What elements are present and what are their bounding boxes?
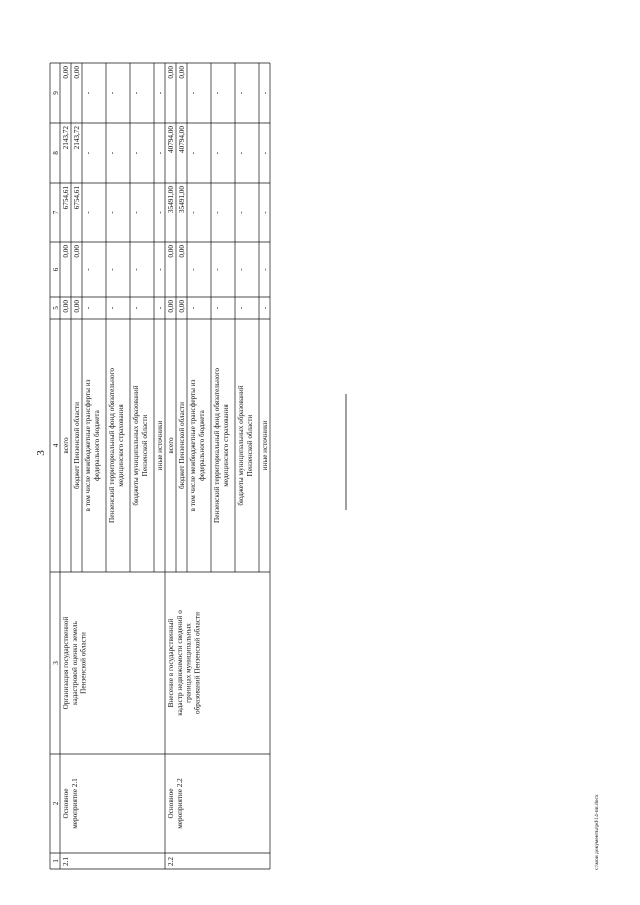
- value-cell: -: [213, 151, 221, 155]
- value-cell: -: [84, 306, 92, 310]
- measure-type: мероприятие 2.1: [70, 778, 79, 829]
- measure-type: Основное: [167, 788, 175, 819]
- value-cell: 0,00: [167, 66, 175, 79]
- funding-source: медицинского страхования: [116, 404, 125, 487]
- column-header-6: 6: [52, 267, 60, 272]
- value-cell: -: [237, 268, 245, 271]
- value-cell: -: [84, 91, 92, 95]
- value-cell: 6754,61: [73, 186, 81, 210]
- value-cell: -: [156, 306, 164, 310]
- funding-source: Пензенский территориальный фонд обязательного: [213, 368, 221, 523]
- measure-name: кадастровой оценки земель: [70, 621, 79, 705]
- measure-number: 2.2: [167, 857, 175, 866]
- funding-source: иные источники: [156, 420, 164, 471]
- measure-name: образований Пензенской области: [193, 612, 202, 714]
- value-cell: 0,00: [73, 245, 81, 258]
- value-cell: 0,00: [167, 245, 175, 258]
- value-cell: 0,00: [178, 66, 186, 79]
- measure-type: мероприятие 2.2: [175, 778, 184, 829]
- measure-name: кадастр недвижимости сведений о: [175, 610, 184, 716]
- footer-file-path: c:\мои документы\pd\14-пп.docx: [594, 794, 600, 870]
- value-cell: -: [132, 211, 140, 214]
- value-cell: -: [189, 306, 197, 310]
- funding-source: Пензенской области: [245, 414, 254, 477]
- value-cell: 35491,00: [178, 186, 186, 213]
- measure-name: Внесение в государственный: [167, 618, 175, 708]
- value-cell: 2143,72: [62, 126, 70, 150]
- column-header-7: 7: [52, 210, 60, 215]
- value-cell: -: [132, 151, 140, 155]
- value-cell: 6754,61: [62, 186, 70, 210]
- value-cell: -: [261, 151, 269, 155]
- measure-name: Организация государственной: [62, 616, 70, 710]
- value-cell: -: [213, 91, 221, 95]
- column-header-4: 4: [52, 443, 60, 448]
- funding-source: медицинского страхования: [221, 404, 230, 487]
- column-header-9: 9: [52, 91, 60, 95]
- value-cell: 0,00: [62, 66, 70, 79]
- value-cell: 0,00: [178, 245, 186, 258]
- value-cell: -: [213, 306, 221, 310]
- value-cell: 40794,00: [178, 126, 186, 153]
- value-cell: 0,00: [73, 66, 81, 79]
- value-cell: -: [213, 211, 221, 214]
- value-cell: 0,00: [62, 300, 70, 313]
- value-cell: -: [156, 268, 164, 271]
- funding-source: бюджет Пензенской области: [178, 402, 186, 489]
- value-cell: 35491,00: [167, 186, 175, 213]
- value-cell: -: [84, 151, 92, 155]
- value-cell: -: [108, 151, 116, 155]
- value-cell: -: [84, 268, 92, 271]
- value-cell: 0,00: [178, 300, 186, 313]
- value-cell: -: [132, 91, 140, 95]
- value-cell: -: [84, 211, 92, 214]
- value-cell: 0,00: [73, 300, 81, 313]
- measure-type: Основное: [62, 788, 70, 819]
- funding-source: бюджет Пензенской области: [73, 402, 81, 489]
- funding-source: федерального бюджета: [92, 410, 101, 481]
- value-cell: -: [189, 91, 197, 95]
- column-header-8: 8: [52, 151, 60, 155]
- funding-source: всего: [62, 437, 70, 454]
- value-cell: -: [213, 268, 221, 271]
- funding-source: федерального бюджета: [197, 410, 206, 481]
- value-cell: -: [261, 91, 269, 95]
- value-cell: 0,00: [167, 300, 175, 313]
- value-cell: 40794,00: [167, 126, 175, 153]
- column-header-1: 1: [52, 859, 60, 863]
- funding-source: Пензенской области: [140, 414, 149, 477]
- value-cell: 2143,72: [73, 126, 81, 150]
- value-cell: -: [189, 268, 197, 271]
- column-header-2: 2: [52, 801, 60, 806]
- column-header-5: 5: [52, 306, 60, 310]
- value-cell: -: [108, 306, 116, 310]
- funding-source: бюджеты муниципальных образований: [132, 385, 140, 506]
- value-cell: -: [108, 268, 116, 271]
- measure-name: границах муниципальных: [184, 623, 193, 703]
- value-cell: -: [108, 211, 116, 214]
- value-cell: -: [237, 306, 245, 310]
- funding-source: всего: [167, 437, 175, 454]
- funding-source: в том числе межбюджетные трансферты из: [84, 379, 92, 512]
- value-cell: -: [156, 91, 164, 95]
- page-number: 3: [35, 450, 47, 456]
- value-cell: -: [237, 91, 245, 95]
- budget-table: [50, 63, 270, 869]
- funding-source: иные источники: [261, 420, 269, 471]
- value-cell: -: [132, 268, 140, 271]
- value-cell: -: [156, 211, 164, 214]
- funding-source: Пензенский территориальный фонд обязательного: [108, 368, 116, 523]
- value-cell: -: [237, 151, 245, 155]
- column-header-3: 3: [52, 661, 60, 665]
- value-cell: -: [189, 211, 197, 214]
- measure-number: 2.1: [62, 857, 70, 866]
- funding-source: бюджеты муниципальных образований: [237, 385, 245, 506]
- value-cell: -: [189, 151, 197, 155]
- value-cell: -: [108, 91, 116, 95]
- value-cell: -: [261, 268, 269, 271]
- value-cell: 0,00: [62, 245, 70, 258]
- value-cell: -: [156, 151, 164, 155]
- value-cell: -: [261, 211, 269, 214]
- measure-name: Пензенской области: [79, 632, 88, 694]
- value-cell: -: [261, 306, 269, 310]
- value-cell: -: [237, 211, 245, 214]
- funding-source: в том числе межбюджетные трансферты из: [189, 379, 197, 512]
- value-cell: -: [132, 306, 140, 310]
